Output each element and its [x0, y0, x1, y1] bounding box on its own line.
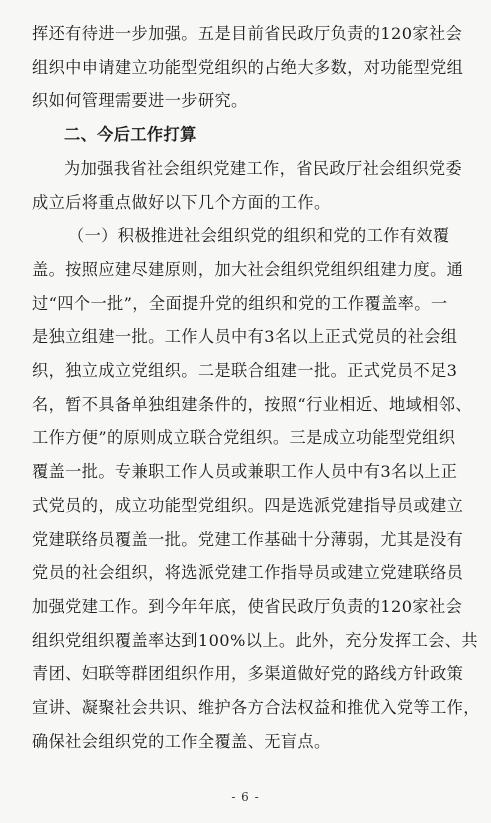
- text-line: 名，暂不具备单独组建条件的，按照“行业相近、地域相邻、: [32, 394, 472, 414]
- text-line: 组织中申请建立功能型党组织的占绝大多数，对功能型党组: [32, 57, 464, 77]
- text-line: 织，独立成立党组织。二是联合组建一批。正式党员不足3: [32, 361, 458, 381]
- text-line: 为加强我省社会组织党建工作，省民政厅社会组织党委: [64, 158, 463, 178]
- text-line: 式党员的，成立功能型党组织。四是选派党建指导员或建立: [32, 495, 464, 515]
- section-heading: 二、今后工作打算: [64, 125, 197, 145]
- text-line: 覆盖一批。专兼职工作人员或兼职工作人员中有3名以上正: [32, 462, 458, 482]
- text-line: 宣讲、凝聚社会共识、维护各方合法权益和推优入党等工作，: [32, 698, 480, 718]
- page-number: - 6 -: [231, 790, 260, 804]
- text-line: 盖。按照应建尽建原则，加大社会组织党组织组建力度。通: [32, 259, 464, 279]
- text-line: 加强党建工作。到今年年底，使省民政厅负责的120家社会: [32, 596, 463, 616]
- text-line: 过“四个一批”，全面提升党的组织和党的工作覆盖率。一: [32, 293, 448, 313]
- text-line: 挥还有待进一步加强。五是目前省民政厅负责的120家社会: [32, 24, 463, 43]
- subsection-heading: （一）积极推进社会组织党的组织和党的工作有效覆: [68, 226, 450, 246]
- text-line: 成立后将重点做好以下几个方面的工作。: [32, 192, 331, 212]
- text-line: 工作方便”的原则成立联合党组织。三是成立功能型党组织: [32, 428, 456, 448]
- text-line: 党员的社会组织，将选派党建工作指导员或建立党建联络员: [32, 563, 464, 583]
- text-line: 确保社会组织党的工作全覆盖、无盲点。: [32, 731, 331, 751]
- text-line: 青团、妇联等群团组织作用，多渠道做好党的路线方针政策: [32, 664, 464, 684]
- text-line: 组织党组织覆盖率达到100%以上。此外，充分发挥工会、共: [32, 630, 478, 650]
- text-line: 是独立组建一批。工作人员中有3名以上正式党员的社会组: [32, 327, 458, 347]
- text-line: 织如何管理需要进一步研究。: [32, 91, 248, 111]
- text-line: 党建联络员覆盖一批。党建工作基础十分薄弱，尤其是没有: [32, 529, 464, 549]
